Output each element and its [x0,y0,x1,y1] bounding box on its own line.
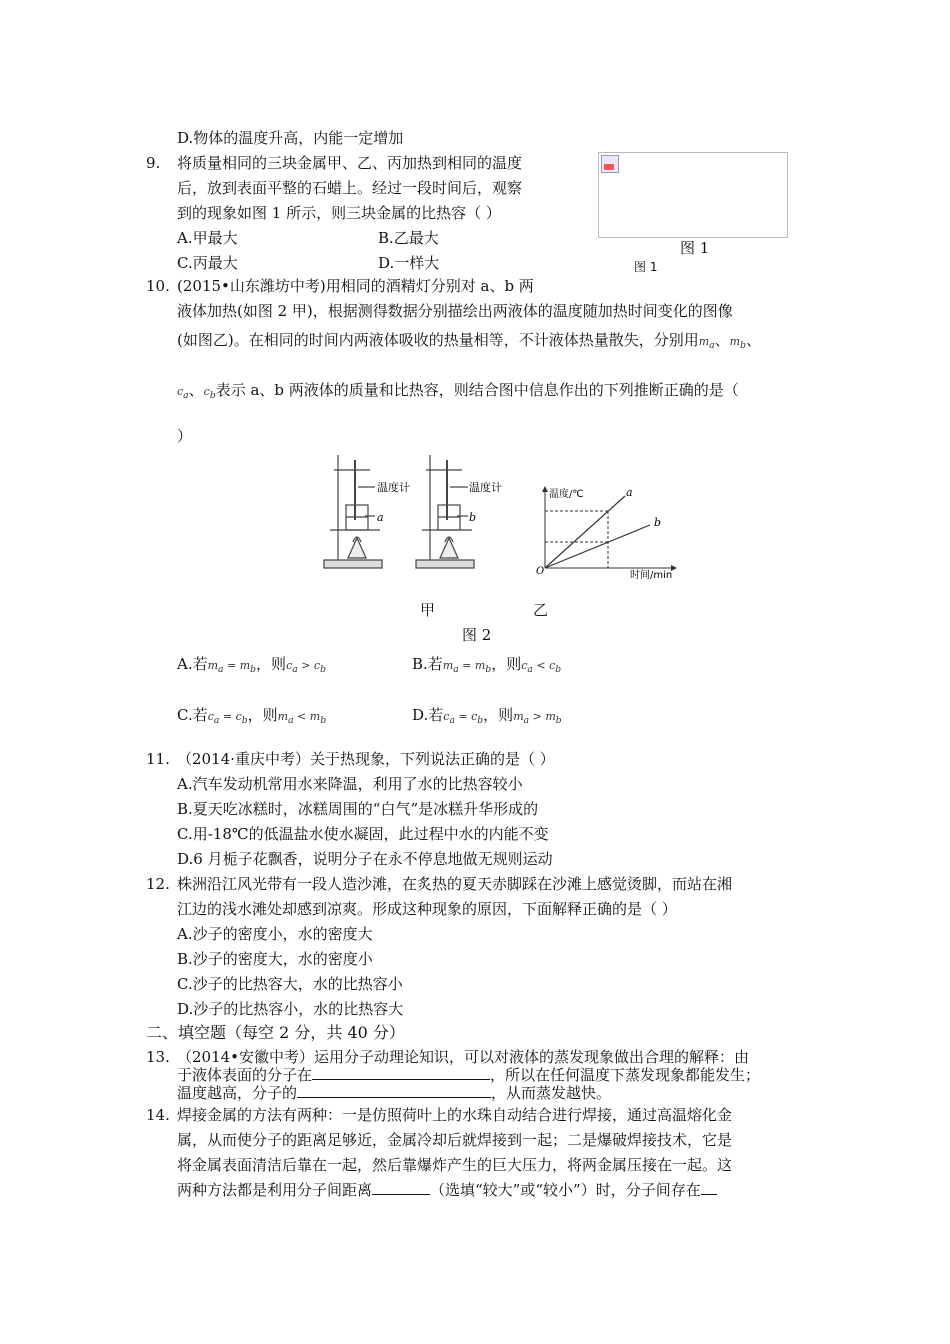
graph-xlabel: 时间/min [630,570,673,581]
q10-option-a: A.若$m_a = m_b$，则$c_a > c_b$ [177,655,326,676]
graph-label-a: a [626,486,633,499]
q12-number: 12. [146,875,170,893]
liquid-a-label: a [377,511,384,524]
q12-option-d: D.沙子的比热容小，水的比热容大 [177,1000,404,1018]
q14-number: 14. [146,1106,170,1124]
q10-line3-text: (如图乙)。在相同的时间内两液体吸收的热量相等，不计液体热量散失，分别用 [177,331,699,349]
thermometer-label-left: 温度计 [377,481,410,494]
q13-stem-line3: 温度越高，分子的 ，从而蒸发越快。 [177,1084,612,1102]
section-heading-fill-in: 二、填空题（每空 2 分，共 40 分） [146,1023,405,1042]
q12-option-b: B.沙子的密度大，水的密度小 [177,950,373,968]
q9-option-d: D.一样大 [378,254,440,272]
q13-stem-line1: （2014•安徽中考）运用分子动理论知识，可以对液体的蒸发现象做出合理的解释：由 [177,1048,750,1066]
q12-stem-line2: 江边的浅水滩处却感到凉爽。形成这种现象的原因，下面解释正确的是（ ） [177,900,677,918]
q14-stem-line2: 属，从而使分子的距离足够近，金属冷却后就焊接到一起；二是爆破焊接技术，它是 [177,1131,733,1149]
figure2-caption-yi: 乙 [533,601,549,619]
symbol-ma: $m_a$ [698,335,715,352]
q14-stem-line1: 焊接金属的方法有两种：一是仿照荷叶上的水珠自动结合进行焊接，通过高温熔化金 [177,1106,733,1124]
q9-stem-line3: 到的现象如图 1 所示，则三块金属的比热容（ ） [177,204,501,222]
graph-origin: O [536,566,545,577]
q11-option-c: C.用-18℃的低温盐水使水凝固，此过程中水的内能不变 [177,825,549,843]
stand-base-right [416,560,474,568]
q9-option-b: B.乙最大 [378,229,439,247]
q13-blank-2[interactable] [297,1082,491,1098]
symbol-mb: $m_b$ [729,335,746,352]
q13-number: 13. [146,1048,170,1066]
q13-blank-1[interactable] [312,1064,490,1080]
symbol-ca: $c_a$ [177,385,189,402]
q11-option-d: D.6 月栀子花飘香，说明分子在永不停息地做无规则运动 [177,850,553,868]
q10-stem-line2: 液体加热(如图 2 甲)，根据测得数据分别描绘出两液体的温度随加热时间变化的图像 [177,302,733,320]
q10-stem-line1: (2015•山东潍坊中考)用相同的酒精灯分别对 a、b 两 [177,277,534,295]
q11-option-b: B.夏天吃冰糕时，冰糕周围的“白气”是冰糕升华形成的 [177,800,539,818]
q14-blank-1[interactable] [372,1179,430,1195]
q10-stem-line5: ） [177,427,193,445]
q12-option-c: C.沙子的比热容大，水的比热容小 [177,975,403,993]
q9-option-c: C.丙最大 [177,254,238,272]
figure2-apparatus [320,450,690,585]
q11-number: 11. [146,750,170,768]
q10-number: 10. [146,277,170,295]
q10-option-b: B.若$m_a = m_b$，则$c_a < c_b$ [412,655,562,676]
broken-image-icon [601,155,619,173]
lamp-left [348,538,366,558]
lamp-right [440,538,458,558]
line-a [545,496,625,568]
figure1-caption-alt: 图 1 [634,260,658,274]
q11-stem: （2014·重庆中考）关于热现象，下列说法正确的是（ ） [177,750,555,768]
q9-stem-line1: 将质量相同的三块金属甲、乙、丙加热到相同的温度 [177,154,523,172]
q10-option-c: C.若$c_a = c_b$，则$m_a < m_b$ [177,706,327,727]
liquid-b-label: b [469,511,477,524]
q14-blank-2[interactable] [701,1179,717,1195]
q9-stem-line2: 后，放到表面平整的石蜡上。经过一段时间后，观察 [177,179,523,197]
q12-option-a: A.沙子的密度小，水的密度大 [177,925,373,943]
line-b [545,525,650,568]
symbol-cb: $c_b$ [203,385,216,402]
graph-label-b: b [654,516,662,529]
q14-stem-line3: 将金属表面清洁后靠在一起，然后靠爆炸产生的巨大压力，将两金属压接在一起。这 [177,1156,733,1174]
q10-stem-line4: $c_a$、$c_b$表示 a、b 两液体的质量和比热容，则结合图中信息作出的下列推断正确的是（ [177,381,739,402]
thermometer-label-right: 温度计 [469,481,502,494]
graph-ylabel: 温度/℃ [549,489,584,500]
q11-option-a: A.汽车发动机常用水来降温，利用了水的比热容较小 [177,775,523,793]
q8-option-d: D.物体的温度升高，内能一定增加 [177,129,404,147]
q9-option-a: A.甲最大 [177,229,238,247]
q13-stem-line2: 于液体表面的分子在 ，所以在任何温度下蒸发现象都能发生； [177,1066,761,1084]
q10-stem-line3: (如图乙)。在相同的时间内两液体吸收的热量相等，不计液体热量散失，分别用$m_a$、$m_b$、 [177,331,761,352]
q12-stem-line1: 株洲沿江风光带有一段人造沙滩，在炙热的夏天赤脚踩在沙滩上感觉烫脚，而站在湘 [177,875,733,893]
q10-option-d: D.若$c_a = c_b$，则$m_a > m_b$ [412,706,562,727]
figure2-caption-jia: 甲 [420,601,436,619]
figure1-caption: 图 1 [680,239,710,257]
stand-base-left [324,560,382,568]
q9-number: 9. [146,154,161,172]
q14-stem-line4: 两种方法都是利用分子间距离 （选填“较大”或“较小”）时，分子间存在 [177,1179,717,1201]
figure2-caption: 图 2 [462,626,492,644]
figure1-broken-image [598,152,788,238]
q10-line4-text: 表示 a、b 两液体的质量和比热容，则结合图中信息作出的下列推断正确的是（ [215,381,739,399]
